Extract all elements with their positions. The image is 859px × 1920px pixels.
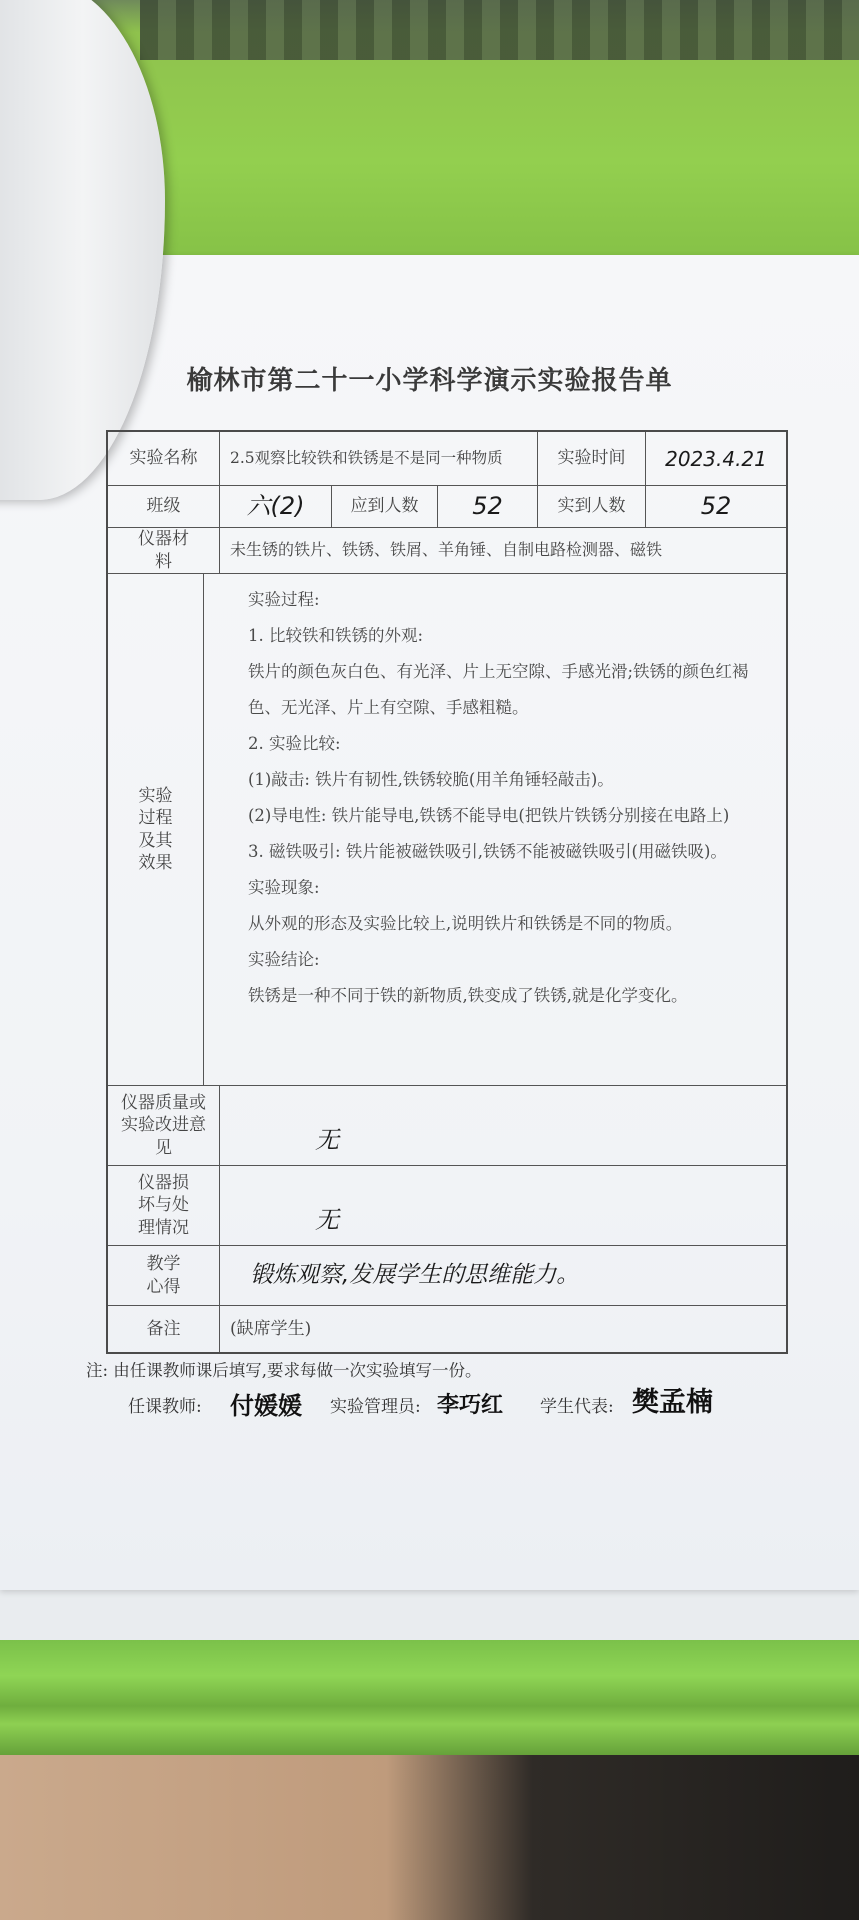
process-line: 实验现象:: [248, 878, 320, 897]
student-signature: 樊孟楠: [632, 1387, 713, 1418]
damage-label: 仪器损坏与处理情况: [108, 1166, 220, 1245]
teaching-value: 锻炼观察,发展学生的思维能力。: [250, 1261, 580, 1288]
name-label: 实验名称: [108, 432, 220, 485]
actual-label: 实到人数: [538, 486, 646, 527]
process-line: 铁锈是一种不同于铁的新物质,铁变成了铁锈,就是化学变化。: [248, 986, 688, 1005]
damage-value: 无: [315, 1205, 339, 1234]
quality-label: 仪器质量或实验改进意见: [108, 1086, 220, 1165]
row-process: [108, 574, 786, 1086]
green-tray: [0, 1640, 859, 1760]
admin-signature: 李巧红: [437, 1393, 504, 1418]
process-line: 3. 磁铁吸引: 铁片能被磁铁吸引,铁锈不能被磁铁吸引(用磁铁吸)。: [248, 842, 727, 861]
materials-value: 未生锈的铁片、铁锈、铁屑、羊角锤、自制电路检测器、磁铁: [230, 540, 663, 560]
remarks-value: (缺席学生): [230, 1318, 312, 1339]
admin-label: 实验管理员:: [330, 1397, 421, 1417]
process-line: (1)敲击: 铁片有韧性,铁锈较脆(用羊角锤轻敲击)。: [248, 770, 614, 789]
process-line: (2)导电性: 铁片能导电,铁锈不能导电(把铁片铁锈分别接在电路上): [248, 806, 730, 825]
process-line: 从外观的形态及实验比较上,说明铁片和铁锈是不同的物质。: [248, 914, 683, 933]
actual-value: 52: [700, 491, 732, 520]
row-damage: [108, 1166, 786, 1246]
report-table: [106, 430, 788, 1354]
process-line: 铁片的颜色灰白色、有光泽、片上无空隙、手感光滑;铁锈的颜色红褐色、无光泽、片上有空隙、手感粗糙。: [248, 662, 749, 717]
name-value: 2.5观察比较铁和铁锈是不是同一种物质: [220, 432, 538, 485]
process-label: 实验过程及其效果: [108, 574, 204, 1085]
teacher-label: 任课教师:: [128, 1397, 202, 1417]
row-quality: [108, 1086, 786, 1166]
class-value: 六(2): [220, 486, 332, 527]
student-label: 学生代表:: [540, 1397, 614, 1417]
remarks-label: 备注: [108, 1306, 220, 1352]
expected-value: 52: [438, 486, 538, 527]
time-value: 2023.4.21: [665, 446, 767, 471]
report-title: 榆林市第二十一小学科学演示实验报告单: [186, 366, 673, 396]
row-experiment-name: [108, 432, 786, 486]
row-teaching: [108, 1246, 786, 1306]
process-line: 1. 比较铁和铁锈的外观:: [248, 626, 424, 645]
expected-label: 应到人数: [332, 486, 438, 527]
teacher-signature: 付媛媛: [230, 1392, 302, 1420]
process-content: [204, 574, 786, 1085]
process-line: 2. 实验比较:: [248, 734, 341, 753]
process-line: 实验过程:: [248, 590, 320, 609]
quality-value: 无: [315, 1125, 339, 1154]
row-materials: [108, 528, 786, 574]
time-label: 实验时间: [538, 432, 646, 485]
row-remarks: [108, 1306, 786, 1352]
process-line: 实验结论:: [248, 950, 320, 969]
materials-label: 仪器材料: [108, 528, 220, 573]
teaching-label: 教学心得: [108, 1246, 220, 1305]
row-class: [108, 486, 786, 528]
desk-background: [140, 0, 859, 60]
floor: [0, 1755, 859, 1920]
footer-note: 注: 由任课教师课后填写,要求每做一次实验填写一份。: [86, 1361, 482, 1380]
class-label: 班级: [108, 486, 220, 527]
